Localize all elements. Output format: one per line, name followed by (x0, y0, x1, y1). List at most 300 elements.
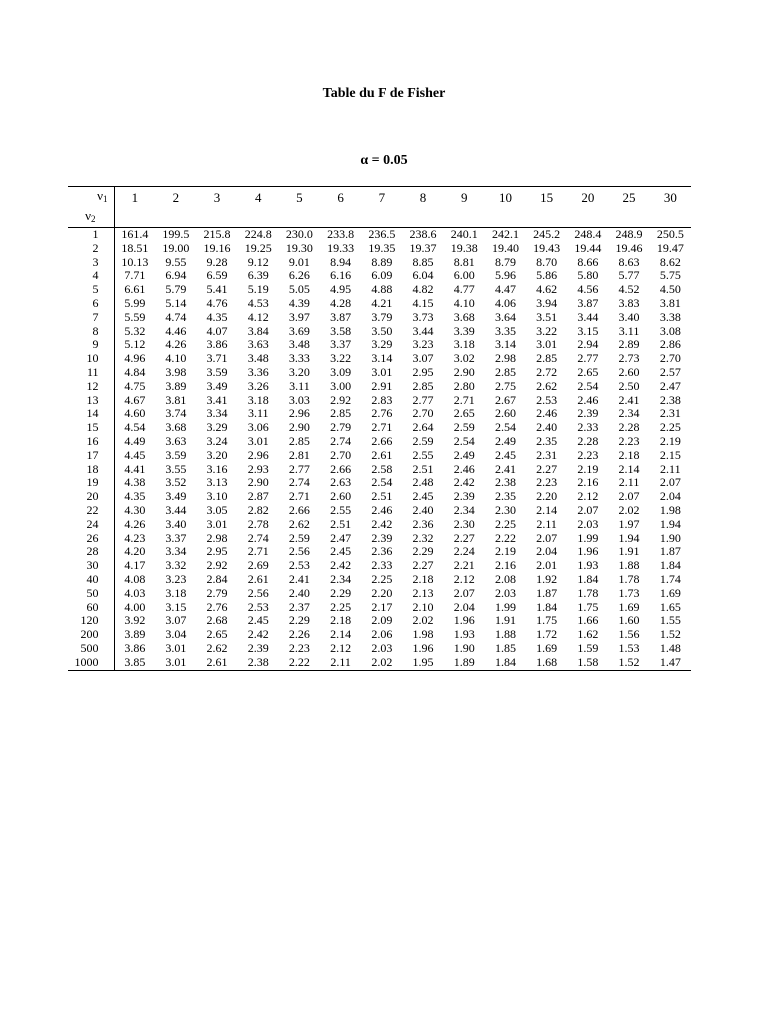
table-cell: 3.01 (536, 337, 558, 352)
table-cell: 2.70 (330, 447, 352, 462)
table-cell: 9.28 (206, 254, 228, 269)
table-cell: 2.53 (288, 558, 310, 573)
table-cell: 2.80 (453, 378, 475, 393)
table-cell: 2.27 (412, 558, 434, 573)
table-cell: 2.36 (412, 516, 434, 531)
table-cell: 1.62 (577, 627, 599, 642)
table-cell: 1.48 (659, 640, 681, 655)
table-cell: 3.01 (155, 656, 196, 670)
table-cell: 2.20 (371, 585, 393, 600)
table-cell: 2.49 (494, 433, 516, 448)
table-cell: 3.01 (206, 516, 228, 531)
table-cell: 2.76 (206, 599, 228, 614)
table-cell: 3.51 (536, 309, 558, 324)
table-cell: 3.55 (165, 461, 187, 476)
table-cell: 1.93 (577, 558, 599, 573)
table-cell: 5.79 (165, 282, 187, 297)
table-cell: 3.00 (330, 378, 352, 393)
table-cell: 2.68 (206, 613, 228, 628)
header-spacer-cell (567, 208, 608, 228)
table-cell: 4.95 (330, 282, 352, 297)
table-cell: 4.00 (124, 599, 146, 614)
table-cell: 2.13 (412, 585, 434, 600)
row-header: 200 (68, 628, 114, 642)
table-cell: 6.04 (412, 268, 434, 283)
table-cell: 1.97 (618, 516, 640, 531)
table-cell: 2.74 (330, 433, 352, 448)
table-cell: 6.61 (124, 282, 146, 297)
table-cell: 1.59 (577, 640, 599, 655)
table-cell: 4.82 (412, 282, 434, 297)
table-cell: 2.38 (659, 392, 681, 407)
table-cell: 19.33 (327, 240, 355, 255)
table-cell: 236.5 (368, 227, 396, 241)
row-header: 6 (68, 297, 114, 311)
table-cell: 2.54 (577, 378, 599, 393)
table-cell: 3.07 (165, 613, 187, 628)
table-cell: 2.85 (288, 433, 310, 448)
row-header: 10 (68, 352, 114, 366)
table-cell: 2.37 (288, 599, 310, 614)
row-header: 8 (68, 325, 114, 339)
table-row (68, 325, 691, 339)
table-cell: 3.01 (247, 433, 269, 448)
table-cell: 3.81 (165, 392, 187, 407)
row-header: 3 (68, 256, 114, 270)
table-cell: 2.67 (494, 392, 516, 407)
table-cell: 5.05 (288, 282, 310, 297)
table-cell: 3.05 (206, 502, 228, 517)
table-cell: 3.02 (453, 351, 475, 366)
row-header: 28 (68, 545, 114, 559)
table-cell: 2.55 (412, 447, 434, 462)
table-cell: 3.15 (577, 323, 599, 338)
table-cell: 2.94 (577, 337, 599, 352)
table-cell: 2.35 (494, 489, 516, 504)
table-cell: 4.41 (124, 461, 146, 476)
table-cell: 1.58 (567, 656, 608, 670)
table-row (68, 311, 691, 325)
table-row (68, 545, 691, 559)
table-cell: 1.91 (618, 544, 640, 559)
row-header: 9 (68, 338, 114, 352)
table-row (68, 532, 691, 546)
table-cell: 3.14 (494, 337, 516, 352)
table-cell: 8.79 (494, 254, 516, 269)
table-cell: 3.20 (206, 447, 228, 462)
table-cell: 19.38 (450, 240, 478, 255)
table-row (68, 228, 691, 242)
table-cell: 2.03 (577, 516, 599, 531)
column-header: 20 (567, 187, 608, 209)
table-cell: 1.91 (494, 613, 516, 628)
table-cell: 2.56 (247, 585, 269, 600)
table-cell: 2.14 (618, 461, 640, 476)
table-cell: 1.99 (577, 530, 599, 545)
table-row (68, 463, 691, 477)
row-header: 1 (68, 228, 114, 242)
table-cell: 2.27 (536, 461, 558, 476)
table-cell: 3.08 (659, 323, 681, 338)
table-cell: 2.10 (412, 599, 434, 614)
table-cell: 2.38 (238, 656, 279, 670)
table-cell: 2.35 (536, 433, 558, 448)
table-cell: 4.07 (206, 323, 228, 338)
table-cell: 4.60 (124, 406, 146, 421)
table-cell: 4.35 (206, 309, 228, 324)
table-cell: 2.14 (536, 502, 558, 517)
table-cell: 9.01 (288, 254, 310, 269)
table-cell: 2.77 (288, 461, 310, 476)
table-cell: 6.94 (165, 268, 187, 283)
table-cell: 19.16 (203, 240, 231, 255)
table-cell: 2.21 (453, 558, 475, 573)
table-cell: 2.11 (660, 461, 681, 476)
table-cell: 2.19 (659, 433, 681, 448)
table-cell: 2.47 (330, 530, 352, 545)
table-cell: 2.51 (412, 461, 434, 476)
table-cell: 2.18 (330, 613, 352, 628)
row-header: 500 (68, 642, 114, 656)
table-cell: 2.39 (371, 530, 393, 545)
table-cell: 1.75 (536, 613, 558, 628)
table-cell: 2.04 (659, 489, 681, 504)
table-cell: 2.65 (206, 627, 228, 642)
table-cell: 2.25 (371, 571, 393, 586)
table-cell: 2.83 (371, 392, 393, 407)
table-cell: 2.11 (320, 656, 361, 670)
table-cell: 2.07 (577, 502, 599, 517)
table-cell: 1.98 (659, 502, 681, 517)
table-cell: 1.96 (412, 640, 434, 655)
table-cell: 1.90 (453, 640, 475, 655)
table-cell: 1.55 (659, 613, 681, 628)
table-cell: 1.96 (453, 613, 475, 628)
table-cell: 1.94 (618, 530, 640, 545)
table-cell: 2.45 (494, 447, 516, 462)
header-spacer-cell (320, 208, 361, 228)
table-cell: 2.86 (659, 337, 681, 352)
table-cell: 2.11 (536, 516, 557, 531)
table-cell: 2.63 (330, 475, 352, 490)
table-cell: 4.30 (124, 502, 146, 517)
table-cell: 2.14 (330, 627, 352, 642)
table-cell: 2.03 (371, 640, 393, 655)
table-cell: 2.60 (618, 364, 640, 379)
table-cell: 2.57 (659, 364, 681, 379)
table-cell: 3.68 (453, 309, 475, 324)
table-cell: 1.88 (494, 627, 516, 642)
table-row (68, 421, 691, 435)
table-cell: 2.07 (659, 475, 681, 490)
table-cell: 2.71 (453, 392, 475, 407)
table-cell: 2.41 (494, 461, 516, 476)
table-cell: 2.85 (412, 378, 434, 393)
table-cell: 2.54 (453, 433, 475, 448)
table-cell: 2.81 (288, 447, 310, 462)
row-header: 11 (68, 366, 114, 380)
table-cell: 8.66 (577, 254, 599, 269)
table-cell: 2.41 (288, 571, 310, 586)
table-cell: 4.84 (124, 364, 146, 379)
table-cell: 3.58 (330, 323, 352, 338)
column-header: 5 (279, 187, 320, 209)
row-header: 50 (68, 587, 114, 601)
table-cell: 3.16 (206, 461, 228, 476)
table-row (68, 449, 691, 463)
table-row (68, 435, 691, 449)
table-cell: 3.50 (371, 323, 393, 338)
table-cell: 3.33 (288, 351, 310, 366)
table-cell: 3.69 (288, 323, 310, 338)
header-spacer-cell (526, 208, 567, 228)
table-cell: 4.20 (124, 544, 146, 559)
table-cell: 8.89 (371, 254, 393, 269)
table-cell: 2.77 (412, 392, 434, 407)
row-header: 60 (68, 601, 114, 615)
table-cell: 3.24 (206, 433, 228, 448)
table-cell: 5.19 (247, 282, 269, 297)
table-cell: 2.29 (288, 613, 310, 628)
table-cell: 5.86 (536, 268, 558, 283)
table-cell: 2.16 (577, 475, 599, 490)
table-cell: 9.55 (165, 254, 187, 269)
table-cell: 8.81 (453, 254, 475, 269)
table-cell: 4.56 (577, 282, 599, 297)
table-cell: 2.01 (536, 558, 558, 573)
table-row (68, 587, 691, 601)
table-cell: 4.12 (247, 309, 269, 324)
alpha-label: α = 0.05 (360, 153, 408, 168)
table-cell: 2.61 (247, 571, 269, 586)
table-cell: 1.89 (444, 656, 485, 670)
table-cell: 2.60 (330, 489, 352, 504)
row-header: 40 (68, 573, 114, 587)
table-cell: 3.01 (165, 640, 187, 655)
table-cell: 4.75 (124, 378, 146, 393)
table-row (68, 573, 691, 587)
table-cell: 2.16 (494, 558, 516, 573)
table-cell: 1.53 (618, 640, 640, 655)
table-cell: 2.61 (371, 447, 393, 462)
table-cell: 2.33 (371, 558, 393, 573)
column-header: 25 (608, 187, 649, 209)
table-cell: 3.48 (288, 337, 310, 352)
table-cell: 8.62 (659, 254, 681, 269)
table-cell: 3.34 (165, 544, 187, 559)
table-cell: 2.40 (288, 585, 310, 600)
table-cell: 4.52 (618, 282, 640, 297)
table-cell: 2.04 (453, 599, 475, 614)
table-cell: 1.84 (659, 558, 681, 573)
table-cell: 2.02 (412, 613, 434, 628)
table-cell: 7.71 (124, 268, 146, 283)
table-cell: 2.46 (371, 502, 393, 517)
table-row (68, 242, 691, 256)
table-cell: 3.29 (371, 337, 393, 352)
table-cell: 2.46 (453, 461, 475, 476)
table-cell: 19.30 (285, 240, 313, 255)
table-cell: 2.32 (412, 530, 434, 545)
table-cell: 2.07 (618, 489, 640, 504)
table-cell: 2.92 (330, 392, 352, 407)
table-cell: 4.47 (494, 282, 516, 297)
table-cell: 1.90 (659, 530, 681, 545)
table-cell: 1.69 (659, 585, 681, 600)
table-cell: 2.25 (330, 599, 352, 614)
table-cell: 3.15 (165, 599, 187, 614)
table-cell: 1.98 (412, 627, 434, 642)
table-cell: 3.37 (330, 337, 352, 352)
table-body (68, 228, 691, 671)
table-cell: 3.07 (412, 351, 434, 366)
table-cell: 2.46 (536, 406, 558, 421)
table-cell: 4.76 (206, 295, 228, 310)
table-cell: 3.26 (247, 378, 269, 393)
table-row (68, 559, 691, 573)
table-cell: 2.12 (453, 571, 475, 586)
column-header: 10 (485, 187, 526, 209)
table-cell: 2.59 (453, 420, 475, 435)
table-cell: 4.26 (165, 337, 187, 352)
table-cell: 2.19 (494, 544, 516, 559)
row-header: 7 (68, 311, 114, 325)
table-cell: 2.45 (412, 489, 434, 504)
table-cell: 2.51 (330, 516, 352, 531)
table-cell: 6.26 (288, 268, 310, 283)
table-cell: 2.49 (453, 447, 475, 462)
table-cell: 161.4 (121, 227, 149, 241)
table-cell: 3.11 (247, 406, 269, 421)
table-cell: 6.39 (247, 268, 269, 283)
table-cell: 3.83 (618, 295, 640, 310)
table-cell: 2.59 (412, 433, 434, 448)
table-cell: 1.47 (650, 656, 691, 670)
table-cell: 2.66 (288, 502, 310, 517)
table-cell: 2.40 (412, 502, 434, 517)
table-row (68, 518, 691, 532)
table-cell: 2.31 (659, 406, 681, 421)
table-cell: 2.50 (618, 378, 640, 393)
row-header: 18 (68, 463, 114, 477)
table-cell: 248.4 (574, 227, 602, 241)
table-cell: 4.54 (124, 420, 146, 435)
table-cell: 2.30 (494, 502, 516, 517)
row-header: 1000 (68, 656, 114, 670)
table-cell: 2.09 (371, 613, 393, 628)
row-header: 13 (68, 394, 114, 408)
table-cell: 224.8 (244, 227, 272, 241)
table-cell: 2.85 (494, 364, 516, 379)
table-cell: 1.52 (659, 627, 681, 642)
table-cell: 5.41 (206, 282, 228, 297)
table-row (68, 601, 691, 615)
table-row (68, 628, 691, 642)
table-cell: 6.59 (206, 268, 228, 283)
table-cell: 5.96 (494, 268, 516, 283)
fisher-table (68, 186, 691, 671)
table-cell: 4.03 (124, 585, 146, 600)
row-header: 19 (68, 476, 114, 490)
table-cell: 2.19 (577, 461, 599, 476)
table-cell: 2.91 (371, 378, 393, 393)
table-cell: 233.8 (327, 227, 355, 241)
table-cell: 2.76 (371, 406, 393, 421)
table-cell: 3.84 (247, 323, 269, 338)
table-cell: 2.71 (247, 544, 269, 559)
table-cell: 3.64 (494, 309, 516, 324)
header-spacer-cell (361, 208, 402, 228)
table-cell: 2.62 (206, 640, 228, 655)
column-header: 30 (650, 187, 691, 209)
table-cell: 1.94 (659, 516, 681, 531)
table-cell: 2.71 (371, 420, 393, 435)
table-cell: 3.18 (165, 585, 187, 600)
header-spacer-cell (279, 208, 320, 228)
table-cell: 19.47 (656, 240, 684, 255)
header-spacer-cell (402, 208, 443, 228)
row-header: 14 (68, 407, 114, 421)
table-cell: 3.52 (165, 475, 187, 490)
table-cell: 2.30 (453, 516, 475, 531)
nu1-symbol: ν (97, 188, 104, 203)
table-cell: 1.96 (577, 544, 599, 559)
table-cell: 2.29 (330, 585, 352, 600)
table-cell: 4.88 (371, 282, 393, 297)
table-cell: 3.11 (289, 378, 310, 393)
table-cell: 2.22 (279, 656, 320, 670)
table-cell: 2.96 (247, 447, 269, 462)
table-cell: 2.84 (206, 571, 228, 586)
table-cell: 3.79 (371, 309, 393, 324)
header-spacer-cell (238, 208, 279, 228)
table-cell: 3.03 (288, 392, 310, 407)
table-cell: 2.40 (536, 420, 558, 435)
table-cell: 4.38 (124, 475, 146, 490)
table-cell: 2.58 (371, 461, 393, 476)
table-cell: 8.63 (618, 254, 640, 269)
table-cell: 2.54 (371, 475, 393, 490)
table-cell: 3.94 (536, 295, 558, 310)
table-cell: 2.42 (371, 516, 393, 531)
row-header: 5 (68, 283, 114, 297)
table-row (68, 614, 691, 628)
table-cell: 2.36 (371, 544, 393, 559)
table-cell: 5.32 (124, 323, 146, 338)
table-cell: 2.98 (206, 530, 228, 545)
row-header: 30 (68, 559, 114, 573)
table-cell: 5.80 (577, 268, 599, 283)
table-cell: 1.60 (618, 613, 640, 628)
table-cell: 1.88 (618, 558, 640, 573)
table-cell: 3.13 (206, 475, 228, 490)
table-cell: 2.56 (288, 544, 310, 559)
table-row (68, 656, 691, 670)
table-cell: 3.39 (453, 323, 475, 338)
table-cell: 3.36 (247, 364, 269, 379)
table-cell: 9.12 (247, 254, 269, 269)
table-row (68, 352, 691, 366)
column-header: 15 (526, 187, 567, 209)
table-cell: 245.2 (533, 227, 561, 241)
table-cell: 2.85 (536, 351, 558, 366)
table-cell: 3.49 (206, 378, 228, 393)
table-cell: 2.75 (494, 378, 516, 393)
table-cell: 2.12 (577, 489, 599, 504)
table-cell: 2.87 (247, 489, 269, 504)
table-cell: 2.15 (659, 447, 681, 462)
table-cell: 2.90 (453, 364, 475, 379)
